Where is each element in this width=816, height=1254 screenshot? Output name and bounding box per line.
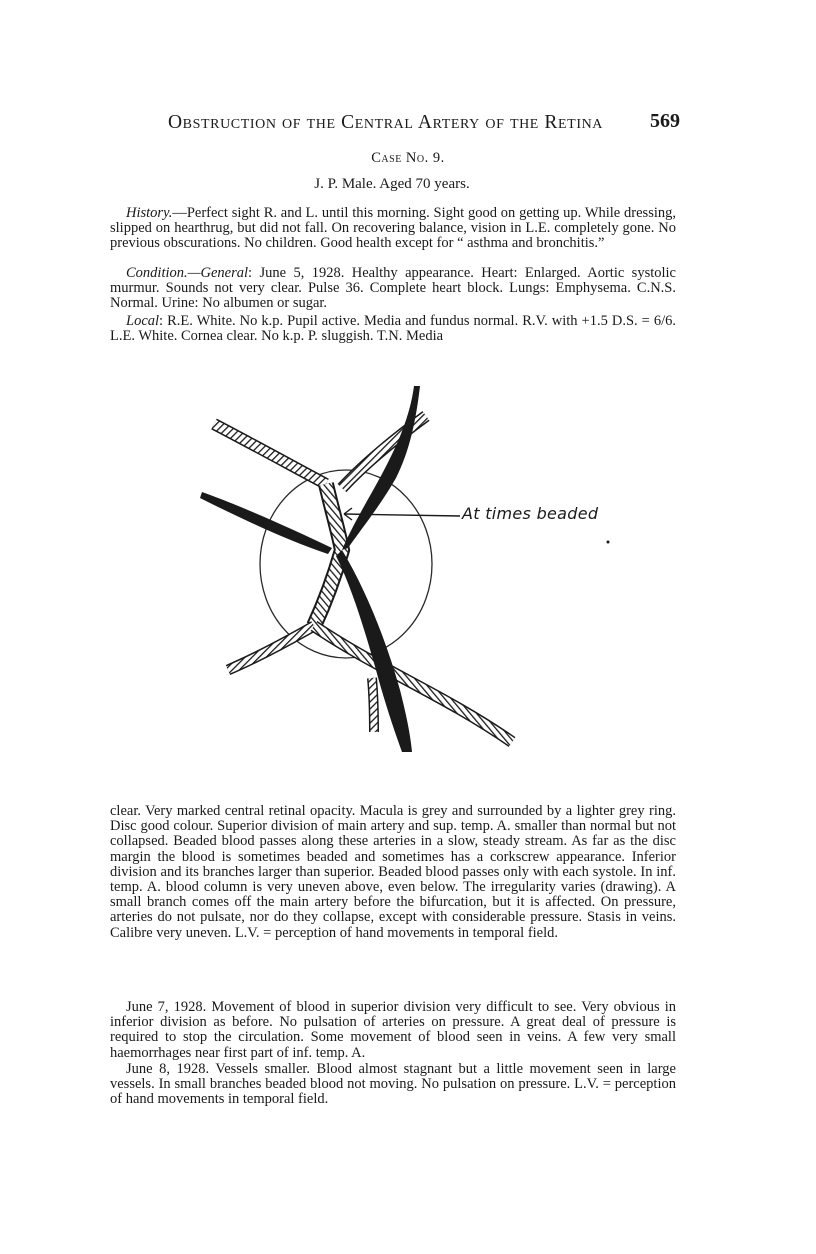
continuation-paragraph: clear. Very marked central retinal opacity. Macula is grey and surrounded by a lighter grey ring. Disc good colour. Superior division of main artery and sup. temp. A. smaller than normal but not collapsed. Beaded blood passes along these arteries in a slow, steady stream. As far as the disc margin the blood is sometimes beaded and sometimes has a corkscrew appearance. Inferior division and its branches larger than superior. Beaded blood passes only with each systole. In inf. temp. A. blood column is very uneven above, even below. The irregularity varies (drawing). A small branch comes off the main artery before the bifurcation, but it is affected. On pressure, arteries do not pulsate, nor do they collapse, except with considerable pressure. Stasis in veins. Calibre very uneven. L.V. = perception of hand movements in temporal field. [110, 803, 676, 941]
local-paragraph [110, 314, 676, 344]
june8-text: Vessels smaller. Blood almost stagnant but a little movement seen in large vessels. In small branches beaded blood not moving. No pulsation on pressure. L.V. = perception of hand movements in temporal field. [110, 1061, 676, 1108]
june8-paragraph [110, 1062, 676, 1108]
case-title: Case No. 9. [371, 150, 445, 166]
running-title: Obstruction of the Central Artery of the Retina [168, 112, 604, 133]
june7-paragraph [110, 1000, 676, 1061]
patient-line: J. P. Male. Aged 70 years. [314, 176, 470, 192]
fundus-drawing-svg [196, 380, 616, 760]
artery-superior-nasal [200, 492, 332, 554]
figure-annotation: At times beaded [462, 504, 599, 523]
condition-paragraph [110, 266, 676, 312]
local-label: Local [126, 313, 160, 329]
june8-date: June 8, 1928. [126, 1061, 210, 1077]
history-text: —Perfect sight R. and L. until this morning. Sight good on getting up. While dressing, slipped on hearthrug, but did not fall. On recovering balance, vision in L.E. completely gone. No previous obscurations. No children. Good health except for “ asthma and bronchitis.” [110, 205, 676, 252]
veins [214, 416, 512, 742]
fundus-drawing [196, 380, 616, 760]
history-label: History. [126, 205, 173, 221]
june7-date: June 7, 1928. [126, 999, 207, 1015]
running-header [168, 108, 680, 138]
history-paragraph [110, 206, 676, 252]
june7-text: Movement of blood in superior division very difficult to see. Very obvious in inferior division as before. No pulsation of arteries on pressure. A great deal of pressure is required to stop the circulation. Some movement of blood seen in veins. A few very small haemorrhages near first part of inf. temp. A. [110, 999, 676, 1061]
page-number: 569 [650, 110, 680, 132]
condition-label: Condition.—General [126, 265, 249, 281]
local-text: : R.E. White. No k.p. Pupil active. Media and fundus normal. R.V. with +1.5 D.S. = 6/6. L.E. White. Cornea clear. No k.p. P. sluggish. T.N. Media [110, 313, 676, 345]
condition-text: : June 5, 1928. Healthy appearance. Heart: Enlarged. Aortic systolic murmur. Sounds not very clear. Pulse 36. Complete heart block. Lungs: Emphysema. C.N.S. Normal. Urine: No albumen or sugar. [110, 265, 676, 312]
